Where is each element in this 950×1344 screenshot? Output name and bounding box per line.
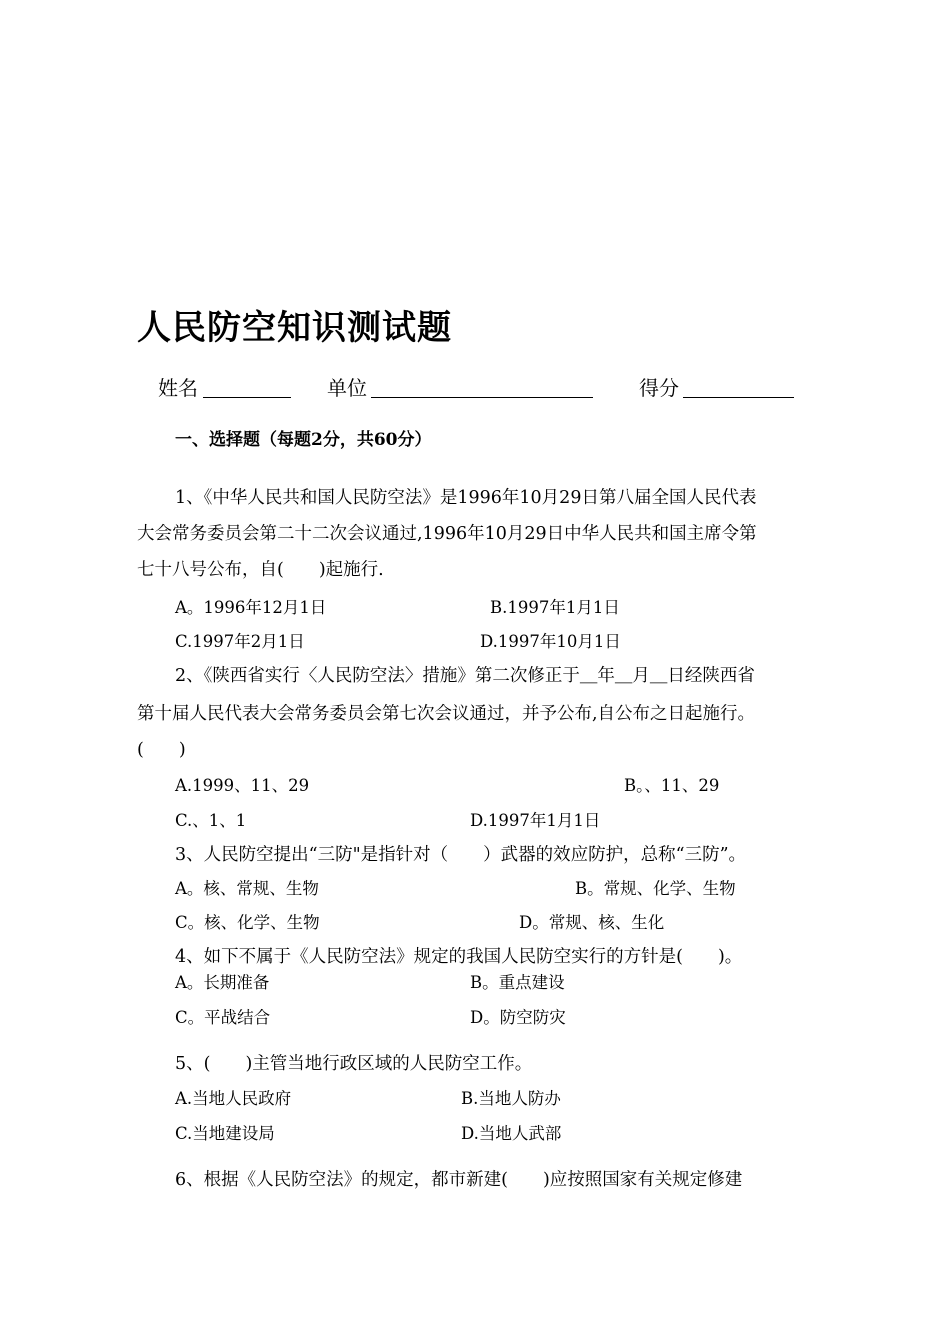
question-2-option-c: C.、1、1 [175, 811, 247, 830]
question-6-line-1: 6、根据《人民防空法》的规定，都市新建( )应按照国家有关规定修建 [175, 1170, 743, 1190]
question-3-option-b: B。常规、化学、生物 [575, 879, 736, 898]
question-2-line-3: ( ) [137, 740, 186, 760]
score-label: 得分 [639, 376, 679, 400]
question-5-option-c: C.当地建设局 [175, 1124, 275, 1143]
name-blank[interactable] [203, 397, 291, 398]
question-4-option-b: B。重点建设 [470, 973, 565, 992]
question-3-line-1: 3、人民防空提出“三防"是指针对（ ）武器的效应防护，总称“三防”。 [175, 845, 747, 865]
page-title: 人民防空知识测试题 [137, 308, 452, 348]
question-4-option-d: D。防空防灾 [470, 1008, 566, 1027]
question-5-line-1: 5、( )主管当地行政区域的人民防空工作。 [175, 1054, 533, 1074]
question-4-option-c: C。平战结合 [175, 1008, 271, 1027]
question-4-line-1: 4、如下不属于《人民防空法》规定的我国人民防空实行的方针是( )。 [175, 947, 743, 967]
question-3-option-d: D。常规、核、生化 [519, 913, 665, 932]
name-label: 姓名 [158, 376, 198, 400]
question-1-option-d: D.1997年10月1日 [480, 632, 621, 651]
unit-label: 单位 [327, 376, 367, 400]
question-1-line-3: 七十八号公布，自( )起施行. [137, 560, 384, 580]
question-1-line-1: 1、《中华人民共和国人民防空法》是1996年10月29日第八届全国人民代表 [175, 488, 757, 508]
question-5-option-a: A.当地人民政府 [175, 1089, 292, 1108]
question-1-line-2: 大会常务委员会第二十二次会议通过,1996年10月29日中华人民共和国主席令第 [137, 524, 757, 544]
question-2-option-a: A.1999、11、29 [175, 776, 310, 795]
question-4-option-a: A。长期准备 [175, 973, 270, 992]
score-blank[interactable] [683, 397, 794, 398]
question-1-option-b: B.1997年1月1日 [490, 598, 620, 617]
question-1-option-a: A。1996年12月1日 [175, 598, 327, 617]
unit-blank[interactable] [371, 397, 593, 398]
question-3-option-c: C。核、化学、生物 [175, 913, 320, 932]
question-5-option-d: D.当地人武部 [461, 1124, 562, 1143]
question-5-option-b: B.当地人防办 [461, 1089, 561, 1108]
question-2-line-2: 第十届人民代表大会常务委员会第七次会议通过，并予公布,自公布之日起施行。 [137, 704, 756, 724]
section-heading: 一、选择题（每题2分，共60分） [175, 430, 432, 450]
question-3-option-a: A。核、常规、生物 [175, 879, 319, 898]
question-2-line-1: 2、《陕西省实行〈人民防空法〉措施》第二次修正于＿年＿月＿日经陕西省 [175, 666, 755, 686]
question-1-option-c: C.1997年2月1日 [175, 632, 305, 651]
question-2-option-d: D.1997年1月1日 [470, 811, 601, 830]
question-2-option-b: B。、11、29 [624, 776, 720, 795]
